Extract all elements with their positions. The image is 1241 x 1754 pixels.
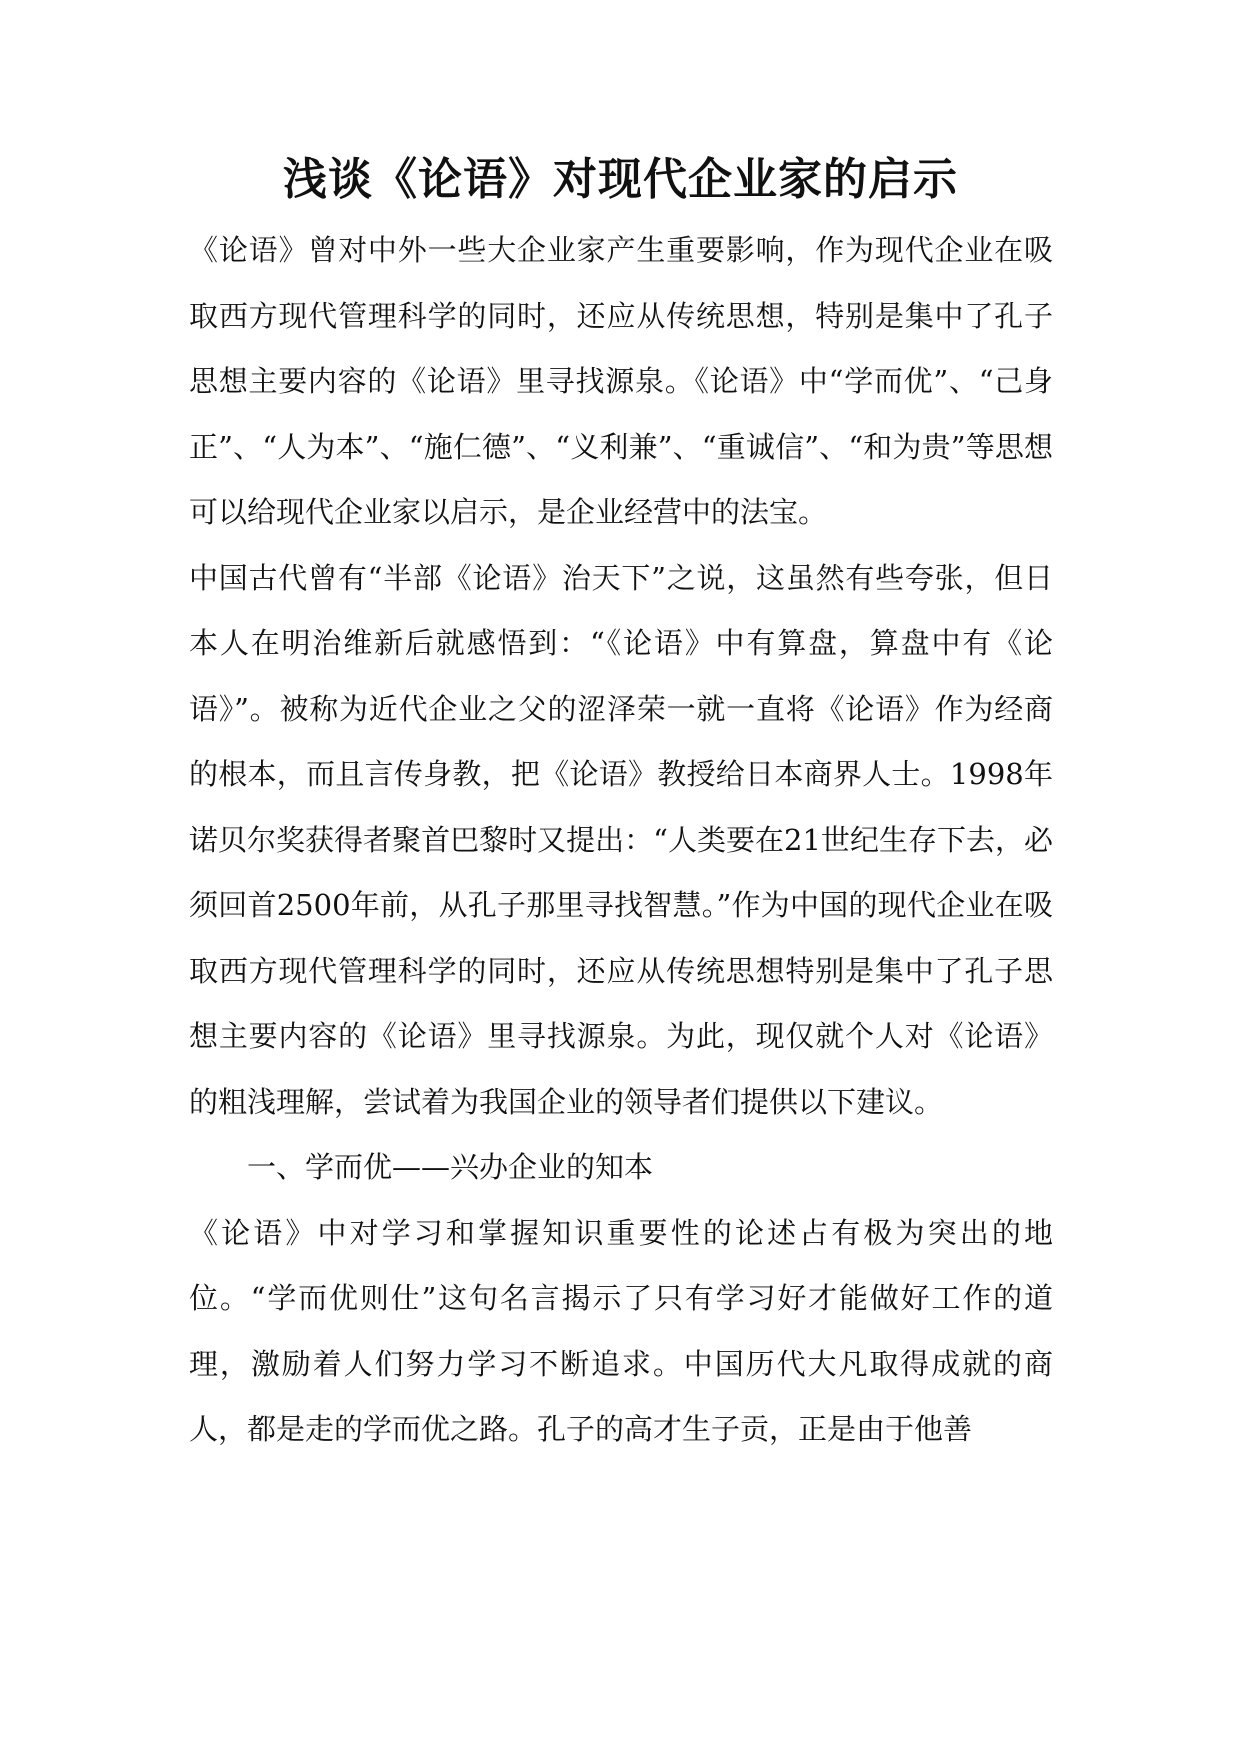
intro-paragraph: 《论语》曾对中外一些大企业家产生重要影响，作为现代企业在吸取西方现代管理科学的同时，还应从传统思想，特别是集中了孔子思想主要内容的《论语》里寻找源泉。《论语》中“学而优”、“己身正”、“人为本”、“施仁德”、“义利兼”、“重诚信”、“和为贵”等思想可以给现代企业家以启示，是企业经营中的法宝。 — [189, 233, 1053, 529]
document-body — [189, 218, 1053, 1463]
section-heading: 一、学而优——兴办企业的知本 — [247, 1150, 654, 1184]
background-paragraph: 中国古代曾有“半部《论语》治天下”之说，这虽然有些夸张，但日本人在明治维新后就感悟到：“《论语》中有算盘，算盘中有《论语》”。被称为近代企业之父的涩泽荣一就一直将《论语》作为经商的根本，而且言传身教，把《论语》教授给日本商界人士。1998年诺贝尔奖获得者聚首巴黎时又提出：“人类要在21世纪生存下去，必须回首2500年前，从孔子那里寻找智慧。”作为中国的现代企业在吸取西方现代管理科学的同时，还应从传统思想特别是集中了孔子思想主要内容的《论语》里寻找源泉。为此，现仅就个人对《论语》的粗浅理解，尝试着为我国企业的领导者们提供以下建议。 — [189, 560, 1053, 1119]
section-paragraph: 《论语》中对学习和掌握知识重要性的论述占有极为突出的地位。“学而优则仕”这句名言揭示了只有学习好才能做好工作的道理，激励着人们努力学习不断追求。中国历代大凡取得成就的商人，都是走的学而优之路。孔子的高才生子贡，正是由于他善 — [189, 1215, 1053, 1446]
document-title: 浅谈《论语》对现代企业家的启示 — [283, 154, 958, 205]
